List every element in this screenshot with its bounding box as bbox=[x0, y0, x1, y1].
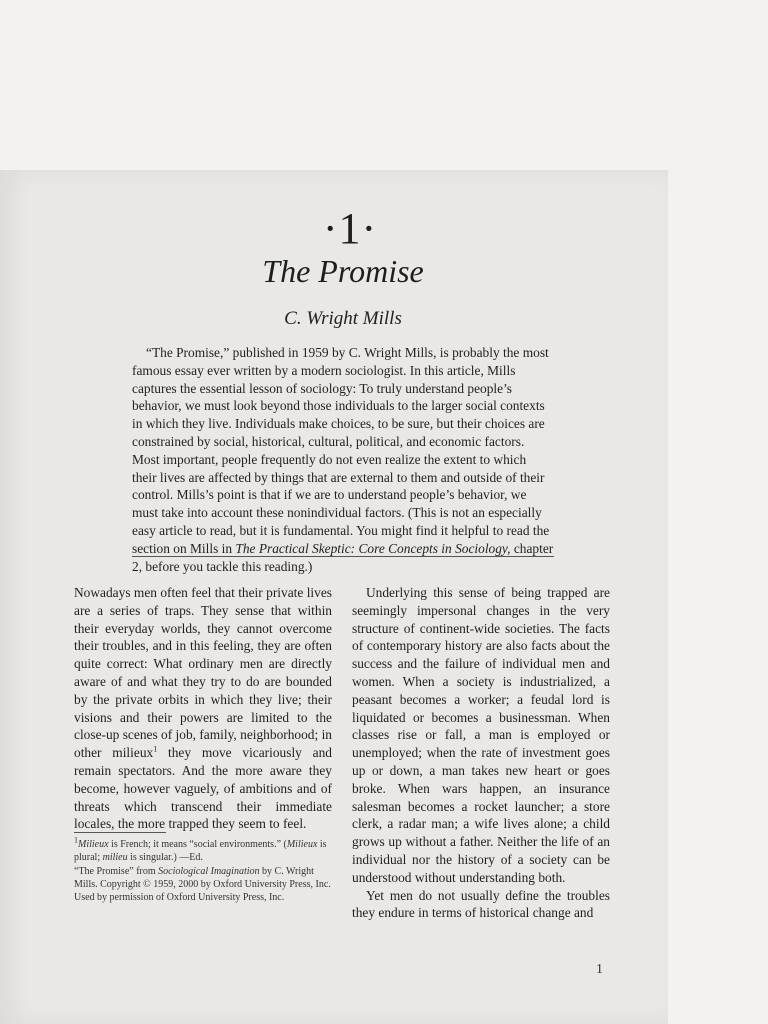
page-number: 1 bbox=[596, 962, 603, 977]
right-column bbox=[352, 584, 610, 922]
footnote-term: Milieux bbox=[78, 839, 109, 850]
footnote-divider bbox=[74, 832, 166, 833]
section-divider bbox=[132, 556, 554, 557]
chapter-number: ·1· bbox=[322, 204, 378, 253]
credit-book-title: Sociological Imagination bbox=[158, 866, 260, 877]
footnote-1 bbox=[74, 835, 334, 864]
footnote-1-marker: 1 bbox=[74, 835, 78, 845]
intro-text-after: chapter 2, before you tackle this reading.) bbox=[132, 540, 554, 574]
footnote-term-3: milieu bbox=[102, 852, 128, 863]
left-column bbox=[74, 584, 332, 833]
footnote-text-b: is plural; bbox=[74, 839, 327, 863]
right-paragraph-1: Underlying this sense of being trapped are seemingly impersonal changes in the very structure of continent-wide societies. The facts of contemporary history are also facts about the success and the failure of individual men and women. When a society is industrialized, a peasant becomes a worker; a feudal lord is liquidated or becomes a businessman. When classes rise or fall, a man is employed or unemployed; when the rate of investment goes up or down, a man takes new heart or goes broke. When wars happen, an insurance salesman becomes a rocket launcher; a store clerk, a radar man; a wife lives alone; a child grows up without a father. Neither the life of an individual nor the history of a society can be understood without understanding both. bbox=[352, 585, 610, 885]
intro-paragraph bbox=[132, 344, 554, 575]
right-paragraph-2: Yet men do not usually define the troubles they endure in terms of historical change and bbox=[352, 887, 610, 921]
intro-text-before: “The Promise,” published in 1959 by C. Wright Mills, is probably the most famous essay ever written by a modern sociologist. In this article, Mills captures the essential lesson of sociology: To truly understand people’s behavior, we must look beyond those individuals to the larger social contexts in which they live. Individuals make choices, to be sure, but their choices are constrained by social, historical, cultural, political, and economic factors. Most important, people frequently do not even realize the extent to which their lives are affected by things that are external to them and outside of their control. Mills’s point is that if we are to understand people’s behavior, we must take into account these nonindividual factors. (This is not an especially easy article to read, but it is fundamental. You might find it helpful to read the section on Mills in bbox=[132, 345, 550, 556]
left-text-part1: Nowadays men often feel that their private lives are a series of traps. They sense that within their everyday worlds, they cannot overcome their troubles, and in this feeling, they are often quite correct: What ordinary men are directly aware of and what they try to do are bounded by the private orbits in which they live; their visions and their powers are limited to the close-up scenes of job, family, neighborhood; in other milieux bbox=[74, 585, 332, 761]
footnotes bbox=[74, 835, 334, 905]
credit-text-a: “The Promise” from bbox=[74, 866, 159, 877]
footnote-term-2: Milieux bbox=[286, 839, 318, 850]
footnote-marker: 1 bbox=[153, 744, 158, 754]
credit-text-b: by C. Wright Mills. Copyright © 1959, 2000 by Oxford University Press, Inc. Used by permission of Oxford University Press, Inc. bbox=[74, 866, 331, 903]
footnote-text-c: is singular.) —Ed. bbox=[127, 852, 203, 863]
chapter-title: The Promise bbox=[262, 253, 424, 289]
left-text-part2: they move vicariously and remain spectators. And the more aware they become, however vaguely, of ambitions and of threats which transcend their immediate locales, the more trapped they seem to feel. bbox=[74, 745, 332, 832]
footnote-text-a: is French; it means “social environments.” ( bbox=[108, 839, 287, 850]
intro-book-title: The Practical Skeptic: Core Concepts in Sociology, bbox=[235, 540, 511, 556]
credit-line bbox=[74, 865, 334, 904]
author-name: C. Wright Mills bbox=[284, 308, 402, 329]
